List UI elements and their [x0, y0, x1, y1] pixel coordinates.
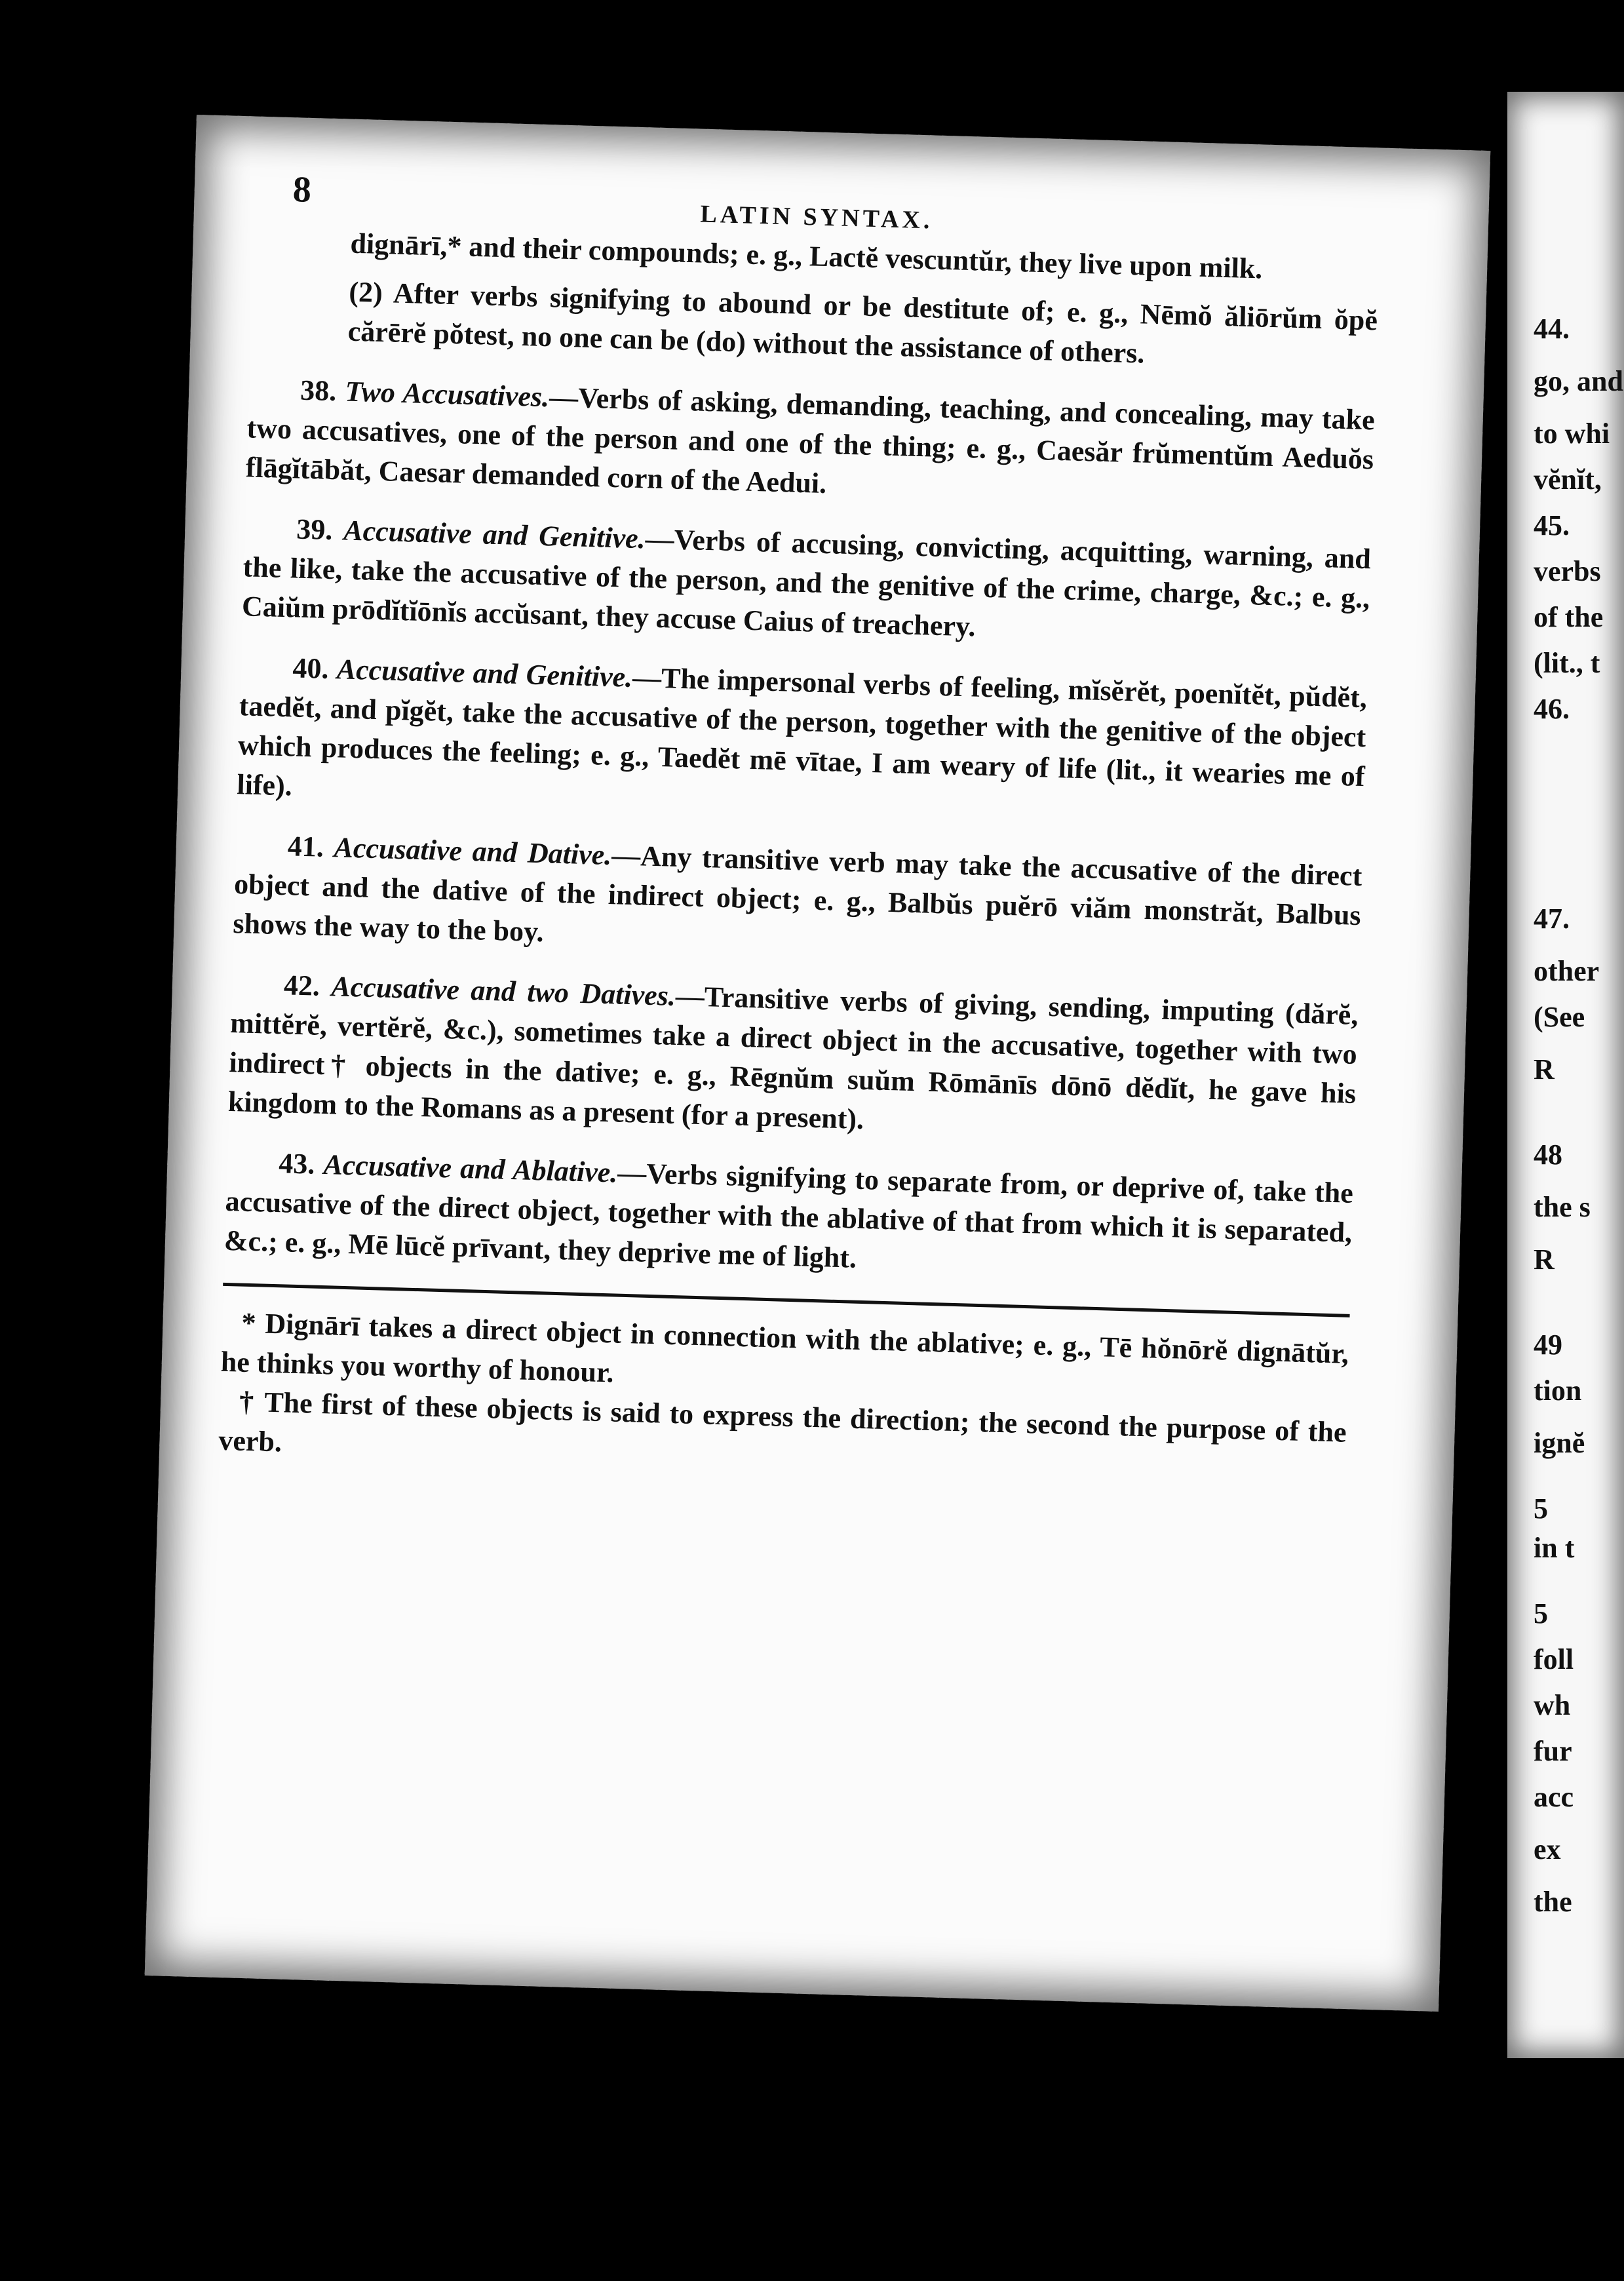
right-page-line: ignĕ [1534, 1427, 1585, 1459]
list-item-2: (2) After verbs signifying to abound or be destitute of; e. g., Nēmŏ ăliōrŭm ŏpĕ cărērĕ pŏtest, no one can be (do) without the assistance of others. [347, 275, 1378, 370]
section-number: 41. [287, 830, 335, 864]
right-page-line: of the [1534, 601, 1604, 633]
footnote: † The first of these objects is said to express the direction; the second the purpose of the verb. [218, 1385, 1347, 1458]
section-title: Accusative and Genitive. [343, 514, 646, 555]
section-text: —Verbs of asking, demanding, teaching, and concealing, may take two accusatives, one of the person and one of the thing; e. g., Caesăr frŭmentŭm Aeduŏs flāgĭtābăt, Caesar demanded corn of the Aedui. [245, 381, 1376, 500]
section-text: —Verbs signifying to separate from, or deprive of, take the accusative of the direct object, together with the ablative of that from which it is separated, &c.; e. g., Mē lūcĕ prīvant, they deprive me of light. [223, 1156, 1354, 1274]
right-page-line: (lit., t [1534, 647, 1600, 679]
footnote: * Dignārī takes a direct object in connection with the ablative; e. g., Tē hŏnōrĕ dignātŭr, he thinks you worthy of honour. [220, 1306, 1349, 1389]
section-41 [233, 825, 1363, 975]
continued-text: dignārī,* and their compounds; e. g., Lactĕ vescuntŭr, they live upon milk. [349, 227, 1264, 285]
right-page-line: 45. [1534, 509, 1570, 541]
right-page-line: the s [1534, 1191, 1591, 1223]
section-number: 42. [283, 969, 332, 1003]
page-number: 8 [292, 169, 312, 210]
section-title: Accusative and Ablative. [322, 1148, 619, 1189]
section-number: 39. [296, 513, 345, 547]
right-page-line: 49 [1534, 1329, 1562, 1361]
page-content [218, 169, 1381, 1491]
section-title: Accusative and Genitive. [336, 653, 633, 693]
section-43 [223, 1142, 1353, 1292]
section-42 [227, 964, 1359, 1153]
right-page-line: R [1534, 1243, 1555, 1276]
section-text: —Verbs of accusing, convicting, acquitting, warning, and the like, take the accusative of the person, and the genitive of the crime, charge, &c.; e. g., Caiŭm prōdĭtĭōnĭs accŭsant, they accuse Caius of treachery. [241, 522, 1372, 643]
book-page [145, 115, 1491, 2012]
section-text: —Transitive verbs of giving, sending, imputing (dărĕ, mittĕrĕ, vertĕrĕ, &c.), sometimes take a direct object in the accusative, together with two indirect† objects in the dative; e. g., Rēgnŭm suŭm Rōmānīs dōnō dĕdĭt, he gave his kingdom to the Romans as a present (for a present). [227, 979, 1359, 1136]
right-page-line: ex [1534, 1833, 1561, 1865]
right-page-line: go, and [1534, 365, 1623, 397]
right-page-line: the [1534, 1886, 1572, 1918]
right-page-line: verbs [1534, 555, 1601, 587]
section-text: —Any transitive verb may take the accusative of the direct object and the dative of the indirect object; e. g., Balbŭs puĕrō viăm monstrăt, Balbus shows the way to the boy. [232, 839, 1363, 948]
right-page-line: foll [1534, 1643, 1574, 1675]
right-page-line: R [1534, 1053, 1555, 1085]
right-page-line: fur [1534, 1735, 1572, 1767]
right-page-fragment [1507, 92, 1624, 2058]
running-head: LATIN SYNTAX. [699, 200, 934, 235]
section-40 [237, 647, 1368, 836]
right-page-line: 47. [1534, 903, 1570, 935]
book-gutter [1481, 79, 1507, 2045]
right-page-line: other [1534, 955, 1600, 987]
right-page-line: 48 [1534, 1139, 1562, 1171]
section-38 [245, 369, 1375, 518]
sections [223, 369, 1375, 1291]
section-title: Accusative and two Datives. [330, 970, 676, 1012]
footnotes [218, 1303, 1349, 1492]
right-page-line: 44. [1534, 313, 1570, 345]
right-page-line: 46. [1534, 693, 1570, 725]
section-title: Two Accusatives. [344, 375, 550, 414]
right-page-line: (See [1534, 1001, 1585, 1033]
right-page-line: wh [1534, 1689, 1571, 1721]
section-text: —The impersonal verbs of feeling, mĭsĕrĕt, poenĭtĕt, pŭdĕt, taedĕt, and pĭgĕt, take the accusative of the person, together with the genitive of the object which produces the feeling; e. g., Taedĕt mē vītae, I am weary of life (lit., it wearies me of life). [236, 661, 1368, 802]
section-number: 38. [300, 374, 346, 408]
right-page-line: in t [1534, 1532, 1575, 1564]
section-39 [241, 508, 1371, 657]
right-page-line: 5 [1534, 1597, 1548, 1629]
right-page-line: to whi [1534, 418, 1610, 450]
section-number: 40. [292, 652, 338, 686]
right-page-line: 5 [1534, 1492, 1548, 1525]
right-page-line: vĕnĭt, [1534, 463, 1602, 496]
right-page-line: acc [1534, 1781, 1574, 1813]
right-page-line: tion [1534, 1374, 1582, 1407]
section-title: Accusative and Dative. [333, 831, 612, 872]
section-number: 43. [278, 1147, 324, 1181]
